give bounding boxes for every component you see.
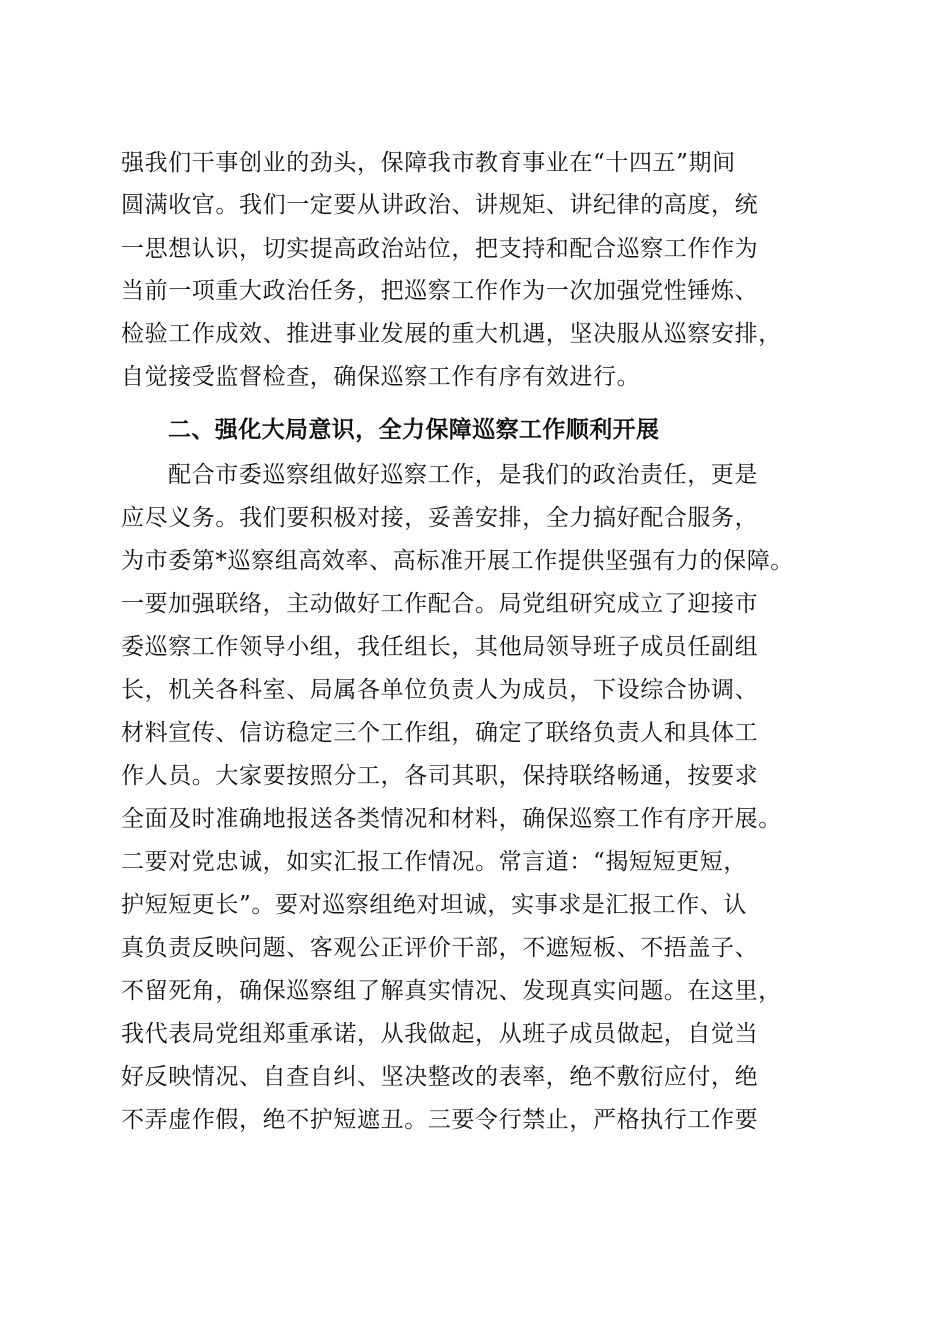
- body-line: 真负责反映问题、客观公正评价干部，不遮短板、不捂盖子、: [121, 935, 759, 961]
- body-line: 圆满收官。我们一定要从讲政治、讲规矩、讲纪律的高度，统: [121, 192, 759, 218]
- section-heading: 二、强化大局意识，全力保障巡察工作顺利开展: [168, 417, 660, 443]
- body-line: 一要加强联络，主动做好工作配合。局党组研究成立了迎接市: [121, 591, 759, 617]
- body-line: 护短短更长”。要对巡察组绝对坦诚，实事求是汇报工作、认: [121, 892, 747, 918]
- paragraph-first-line: 配合市委巡察组做好巡察工作，是我们的政治责任，更是: [168, 462, 758, 488]
- body-line: 我代表局党组郑重承诺，从我做起，从班子成员做起，自觉当: [121, 1021, 759, 1047]
- body-line: 检验工作成效、推进事业发展的重大机遇，坚决服从巡察安排，: [121, 321, 782, 347]
- body-line: 当前一项重大政治任务，把巡察工作作为一次加强党性锤炼、: [121, 278, 759, 304]
- body-line: 全面及时准确地报送各类情况和材料，确保巡察工作有序开展。: [121, 806, 782, 832]
- body-line: 应尽义务。我们要积极对接，妥善安排，全力搞好配合服务，: [121, 505, 759, 531]
- body-line: 材料宣传、信访稳定三个工作组，确定了联络负责人和具体工: [121, 720, 759, 746]
- body-line: 不弄虚作假，绝不护短遮丑。三要令行禁止，严格执行工作要: [121, 1107, 759, 1133]
- body-line: 作人员。大家要按照分工，各司其职，保持联络畅通，按要求: [121, 763, 759, 789]
- body-line: 好反映情况、自查自纠、坚决整改的表率，绝不敷衍应付，绝: [121, 1064, 759, 1090]
- body-line: 一思想认识，切实提高政治站位，把支持和配合巡察工作作为: [121, 236, 759, 262]
- body-line: 为市委第*巡察组高效率、高标准开展工作提供坚强有力的保障。: [121, 548, 794, 574]
- body-line: 不留死角，确保巡察组了解真实情况、发现真实问题。在这里，: [121, 978, 782, 1004]
- body-line: 二要对党忠诚，如实汇报工作情况。常言道：“揭短短更短，: [121, 849, 747, 875]
- body-line: 自觉接受监督检查，确保巡察工作有序有效进行。: [121, 364, 641, 390]
- body-line: 强我们干事创业的劲头，保障我市教育事业在“十四五”期间: [121, 150, 736, 176]
- body-line: 长，机关各科室、局属各单位负责人为成员，下设综合协调、: [121, 677, 759, 703]
- body-line: 委巡察工作领导小组，我任组长，其他局领导班子成员任副组: [121, 634, 759, 660]
